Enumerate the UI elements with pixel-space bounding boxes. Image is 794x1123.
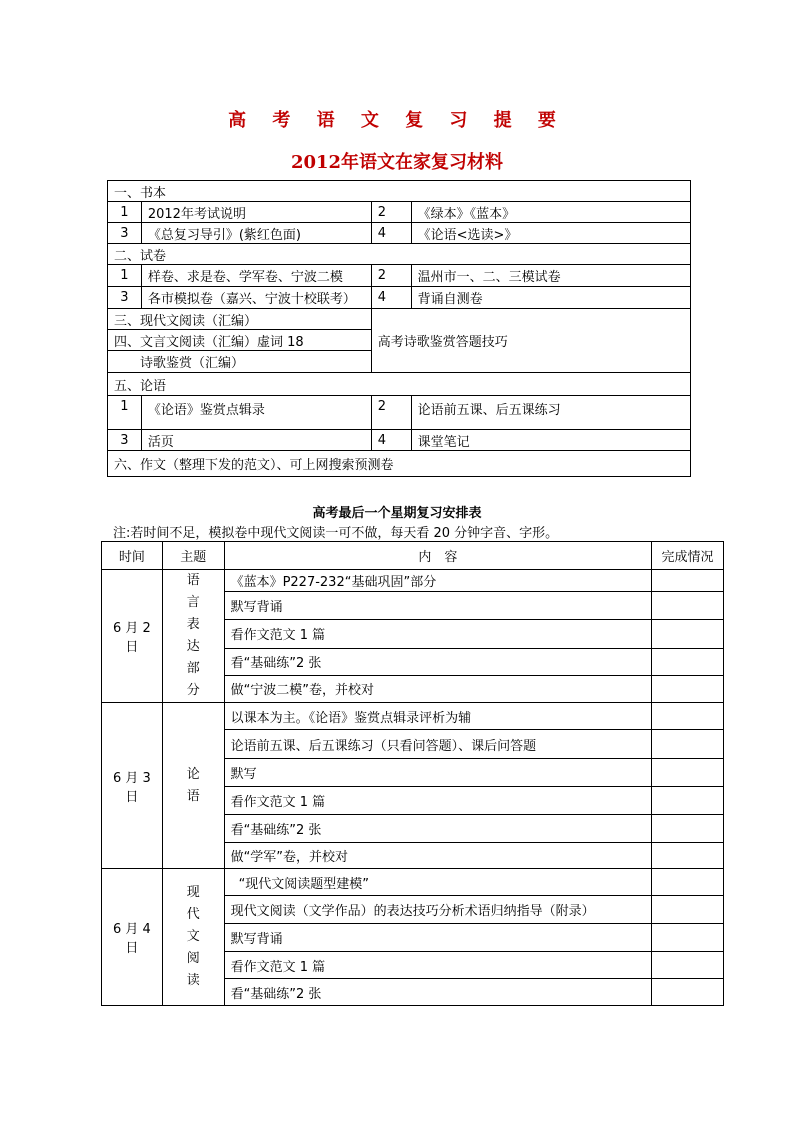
item-number: 1 [108, 396, 142, 430]
completion-cell [652, 620, 724, 648]
topic-char: 阅 [186, 951, 200, 966]
column-header: 内 容 [224, 542, 652, 570]
completion-cell [652, 979, 724, 1006]
item-number: 4 [371, 430, 411, 451]
section-heading: 二、试卷 [108, 244, 691, 265]
item-text: 温州市一、二、三模试卷 [411, 265, 690, 287]
completion-cell [652, 787, 724, 815]
table-row [108, 265, 691, 287]
task-text: 《蓝本》P227-232“基础巩固”部分 [224, 570, 652, 592]
item-text: 2012年考试说明 [141, 202, 371, 223]
topic-cell [162, 703, 224, 869]
task-text: 默写背诵 [224, 592, 652, 620]
section-heading: 三、现代文阅读（汇编） [108, 309, 372, 330]
item-number: 2 [371, 396, 411, 430]
completion-cell [652, 570, 724, 592]
materials-table [107, 180, 691, 477]
item-text: 《绿本》《蓝本》 [411, 202, 690, 223]
topic-char: 言 [186, 595, 200, 610]
schedule-table [101, 541, 724, 1006]
item-number: 2 [371, 202, 411, 223]
date-cell [102, 869, 163, 1006]
date-line: 日 [125, 941, 139, 956]
completion-cell [652, 648, 724, 675]
task-text: 看作文范文 1 篇 [224, 787, 652, 815]
column-header: 时间 [102, 542, 163, 570]
task-text: 以课本为主。《论语》鉴赏点辑录评析为辅 [224, 703, 652, 730]
completion-cell [652, 703, 724, 730]
item-text: 论语前五课、后五课练习 [411, 396, 690, 430]
section-heading: 六、作文（整理下发的范文）、可上网搜索预测卷 [108, 451, 691, 477]
table-row [102, 570, 724, 592]
topic-char: 代 [186, 907, 200, 922]
date-line: 日 [125, 789, 139, 805]
completion-cell [652, 730, 724, 759]
completion-cell [652, 952, 724, 979]
date-line: 日 [125, 640, 139, 655]
task-text: 现代文阅读（文学作品）的表达技巧分析术语归纳指导（附录） [224, 896, 652, 924]
date-line: 6 月 2 [113, 621, 151, 636]
item-number: 3 [108, 430, 142, 451]
date-cell [102, 570, 163, 703]
completion-cell [652, 896, 724, 924]
topic-char: 部 [186, 661, 200, 676]
header-row [102, 542, 724, 570]
topic-char: 语 [186, 788, 200, 804]
task-text: 看作文范文 1 篇 [224, 620, 652, 648]
item-number: 3 [108, 287, 142, 309]
topic-char: 表 [186, 617, 200, 632]
table-row [108, 430, 691, 451]
topic-char: 现 [186, 885, 200, 900]
document-title: 高 考 语 文 复 习 提 要 [228, 110, 566, 131]
completion-cell [652, 675, 724, 702]
topic-char: 论 [186, 766, 200, 782]
section-heading: 一、书本 [108, 181, 691, 202]
document-subtitle: 2012年语文在家复习材料 [290, 152, 504, 173]
topic-char: 文 [186, 929, 200, 944]
topic-char: 分 [186, 683, 200, 698]
task-text: 看作文范文 1 篇 [224, 952, 652, 979]
task-text: 做“宁波二模”卷，并校对 [224, 675, 652, 702]
task-text: 做“学军”卷，并校对 [224, 843, 652, 869]
column-header: 主题 [162, 542, 224, 570]
item-number: 2 [371, 265, 411, 287]
completion-cell [652, 815, 724, 843]
table-row [102, 703, 724, 730]
table-row [108, 202, 691, 223]
table-row [108, 287, 691, 309]
task-text: 看“基础练”2 张 [224, 979, 652, 1006]
task-text: “现代文阅读题型建模” [224, 869, 652, 896]
item-number: 1 [108, 265, 142, 287]
task-text: 看“基础练”2 张 [224, 648, 652, 675]
task-text: 默写 [224, 759, 652, 787]
item-number: 4 [371, 287, 411, 309]
completion-cell [652, 843, 724, 869]
date-line: 6 月 4 [113, 922, 151, 937]
topic-char: 语 [186, 573, 200, 588]
item-text: 《总复习导引》(紫红色面) [141, 223, 371, 244]
section-heading: 诗歌鉴赏（汇编） [108, 351, 372, 373]
item-text: 活页 [141, 430, 371, 451]
date-cell [102, 703, 163, 869]
task-text: 默写背诵 [224, 924, 652, 952]
column-header: 完成情况 [652, 542, 724, 570]
completion-cell [652, 869, 724, 896]
section-heading: 五、论语 [108, 373, 691, 396]
table-row [108, 223, 691, 244]
completion-cell [652, 924, 724, 952]
completion-cell [652, 592, 724, 620]
schedule-title: 高考最后一个星期复习安排表 [312, 506, 482, 521]
poetry-skills: 高考诗歌鉴赏答题技巧 [371, 309, 690, 373]
item-text: 课堂笔记 [411, 430, 690, 451]
completion-cell [652, 759, 724, 787]
item-text: 《论语<选读>》 [411, 223, 690, 244]
item-text: 样卷、求是卷、学军卷、宁波二模 [141, 265, 371, 287]
topic-char: 达 [186, 639, 200, 654]
section-heading: 四、文言文阅读（汇编）虚词 18 [108, 330, 372, 351]
topic-char: 读 [186, 973, 200, 988]
item-text: 各市模拟卷（嘉兴、宁波十校联考） [141, 287, 371, 309]
topic-cell [162, 570, 224, 703]
topic-cell [162, 869, 224, 1006]
item-text: 背诵自测卷 [411, 287, 690, 309]
item-number: 1 [108, 202, 142, 223]
table-row [102, 869, 724, 896]
item-text: 《论语》鉴赏点辑录 [141, 396, 371, 430]
table-row [108, 396, 691, 430]
date-line: 6 月 3 [113, 770, 151, 786]
task-text: 论语前五课、后五课练习（只看问答题）、课后问答题 [224, 730, 652, 759]
task-text: 看“基础练”2 张 [224, 815, 652, 843]
schedule-note: 注:若时间不足，模拟卷中现代文阅读一可不做，每天看 20 分钟字音、字形。 [113, 526, 559, 541]
item-number: 3 [108, 223, 142, 244]
item-number: 4 [371, 223, 411, 244]
